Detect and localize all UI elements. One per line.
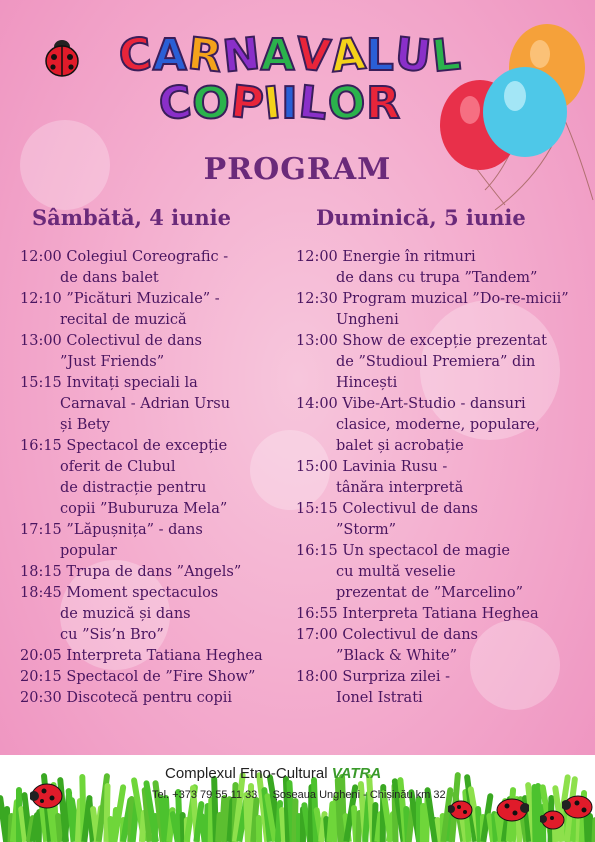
venue-brand: VATRA: [331, 765, 382, 782]
entry-description: Lavinia Rusu -: [342, 459, 448, 475]
contact-line: [152, 789, 446, 801]
entry-time: 16:15: [20, 438, 67, 454]
entry-time: 15:15: [20, 375, 67, 391]
title-letter: L: [365, 30, 395, 81]
entry-description: de ”Studioul Premiera” din: [336, 354, 536, 370]
entry-description: de distracție pentru: [60, 480, 207, 496]
entry-time: 20:05: [20, 648, 67, 664]
schedule-entry: [20, 373, 263, 436]
day1-schedule: [20, 247, 263, 709]
schedule-entry: [296, 499, 569, 541]
entry-description: cu multă veselie: [336, 564, 456, 580]
schedule-entry: [296, 331, 569, 394]
entry-description: și Bety: [60, 417, 110, 433]
schedule-entry: [296, 604, 569, 625]
entry-time: 17:15: [20, 522, 67, 538]
entry-time: 18:15: [20, 564, 67, 580]
entry-description: ”Picături Muzicale” -: [66, 291, 220, 307]
schedule-entry: [296, 541, 569, 604]
schedule-entry: [296, 289, 569, 331]
title-letter: A: [328, 28, 369, 83]
entry-time: 13:00: [20, 333, 67, 349]
title-letter: A: [152, 30, 188, 81]
venue-line: [165, 765, 381, 782]
ladybug-icon: [562, 792, 594, 820]
entry-description: prezentat de ”Marcelino”: [336, 585, 524, 601]
entry-description: Show de excepție prezentat: [342, 333, 547, 349]
entry-description: Ionel Istrati: [336, 690, 423, 706]
entry-description: popular: [60, 543, 117, 559]
entry-description: ”Black & White”: [336, 648, 458, 664]
title-letter: A: [260, 30, 296, 81]
entry-description: Interpreta Tatiana Heghea: [66, 648, 263, 664]
schedule-entry: [296, 625, 569, 667]
entry-description: oferit de Clubul: [60, 459, 176, 475]
entry-description: copii ”Buburuza Mela”: [60, 501, 228, 517]
entry-description: ”Just Friends”: [60, 354, 165, 370]
schedule-entry: [20, 562, 263, 583]
entry-description: Energie în ritmuri: [342, 249, 476, 265]
schedule-entry: [20, 667, 263, 688]
entry-description: Program muzical ”Do-re-micii”: [342, 291, 569, 307]
program-heading: PROGRAM: [203, 152, 392, 187]
entry-description: de muzică și dans: [60, 606, 191, 622]
entry-time: 15:00: [296, 459, 343, 475]
entry-description: de dans balet: [60, 270, 159, 286]
entry-description: Spectacol de ”Fire Show”: [66, 669, 256, 685]
entry-time: 20:15: [20, 669, 67, 685]
entry-description: Colectivul de dans: [342, 501, 478, 517]
schedule-entry: [296, 394, 569, 457]
title-line-2: [20, 78, 540, 129]
entry-description: clasice, moderne, populare,: [336, 417, 540, 433]
entry-description: balet și acrobație: [336, 438, 464, 454]
schedule-entry: [20, 646, 263, 667]
entry-description: Un spectacol de magie: [342, 543, 510, 559]
title-letter: O: [192, 78, 231, 129]
ladybug-icon: [448, 798, 474, 820]
title-letter: V: [293, 28, 334, 83]
entry-time: 14:00: [296, 396, 343, 412]
title-letter: C: [156, 76, 195, 131]
title-letter: I: [261, 77, 284, 130]
entry-time: 12:10: [20, 291, 67, 307]
schedule-entry: [296, 247, 569, 289]
title-letter: P: [228, 76, 267, 131]
entry-description: Colegiul Coreografic -: [66, 249, 229, 265]
entry-description: Moment spectaculos: [66, 585, 219, 601]
entry-time: 12:30: [296, 291, 343, 307]
phone-number: Tel. +373 79 55 11 33: [152, 789, 258, 801]
schedule-entry: [20, 520, 263, 562]
entry-description: Colectivul de dans: [342, 627, 478, 643]
title-letter: R: [185, 28, 226, 83]
entry-time: 18:00: [296, 669, 343, 685]
entry-time: 15:15: [296, 501, 343, 517]
entry-time: 12:00: [20, 249, 67, 265]
entry-description: de dans cu trupa ”Tandem”: [336, 270, 538, 286]
ladybug-icon: [495, 796, 529, 822]
title-letter: L: [428, 28, 464, 83]
grass-blade: [591, 817, 595, 842]
entry-time: 12:00: [296, 249, 343, 265]
entry-description: Discotecă pentru copii: [66, 690, 233, 706]
title-letter: I: [281, 78, 299, 129]
ladybug-icon: [30, 780, 64, 810]
day2-heading: Duminică, 5 iunie: [316, 205, 526, 230]
title-letter: U: [392, 28, 435, 83]
title-letter: N: [220, 28, 264, 83]
entry-description: Spectacol de excepție: [66, 438, 228, 454]
entry-description: ”Storm”: [336, 522, 396, 538]
entry-time: 18:45: [20, 585, 67, 601]
venue-name: Complexul Etno-Cultural: [165, 765, 328, 782]
entry-time: 16:15: [296, 543, 343, 559]
entry-description: tânăra interpretă: [336, 480, 464, 496]
entry-description: cu ”Sis’n Bro”: [60, 627, 164, 643]
entry-description: Interpreta Tatiana Heghea: [342, 606, 539, 622]
day2-schedule: [296, 247, 569, 709]
entry-description: Colectivul de dans: [66, 333, 202, 349]
entry-description: Surpriza zilei -: [342, 669, 450, 685]
entry-description: Ungheni: [336, 312, 399, 328]
schedule-entry: [20, 436, 263, 520]
schedule-entry: [20, 331, 263, 373]
title-letter: O: [325, 76, 369, 131]
entry-time: 13:00: [296, 333, 343, 349]
entry-description: Hincești: [336, 375, 398, 391]
schedule-entry: [296, 667, 569, 709]
entry-description: recital de muzică: [60, 312, 187, 328]
entry-time: 17:00: [296, 627, 343, 643]
entry-description: ”Lăpușnița” - dans: [66, 522, 203, 538]
entry-description: Vibe-Art-Studio - dansuri: [342, 396, 526, 412]
schedule-entry: [20, 289, 263, 331]
entry-time: 20:30: [20, 690, 67, 706]
schedule-entry: [20, 247, 263, 289]
entry-description: Trupa de dans ”Angels”: [66, 564, 242, 580]
entry-time: 16:55: [296, 606, 343, 622]
day1-heading: Sâmbătă, 4 iunie: [32, 205, 231, 230]
address: Șoseaua Ungheni - Chișinău km 32: [272, 789, 446, 801]
schedule-entry: [20, 583, 263, 646]
entry-description: Invitați speciali la: [66, 375, 198, 391]
title-letter: R: [366, 78, 402, 129]
entry-description: Carnaval - Adrian Ursu: [60, 396, 231, 412]
title-line-1: [30, 30, 550, 81]
schedule-entry: [20, 688, 263, 709]
schedule-entry: [296, 457, 569, 499]
title-letter: L: [296, 76, 331, 131]
title-letter: C: [116, 28, 156, 83]
